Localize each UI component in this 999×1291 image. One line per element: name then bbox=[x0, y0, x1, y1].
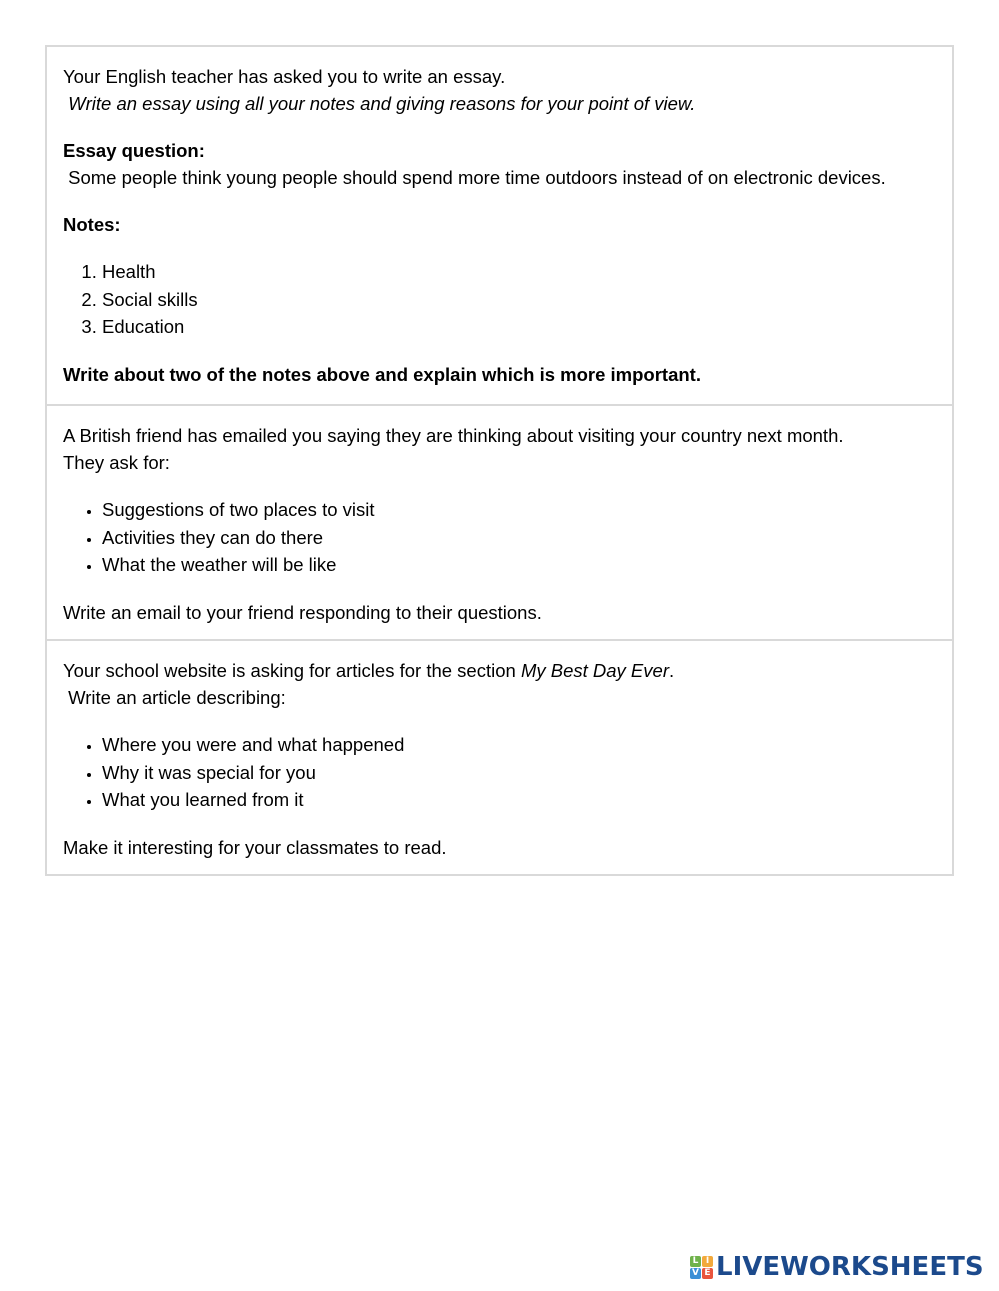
list-item: • What the weather will be like bbox=[102, 551, 936, 579]
bullet-list bbox=[63, 496, 936, 579]
list-item: 2. Social skills bbox=[102, 286, 936, 314]
list-item: • Activities they can do there bbox=[102, 524, 936, 552]
notes-label: Notes: bbox=[63, 214, 121, 235]
list-item: 3. Education bbox=[102, 313, 936, 341]
task-intro: A British friend has emailed you saying they are thinking about visiting your country next month. bbox=[63, 425, 844, 446]
task-instruction: Write an essay using all your notes and giving reasons for your point of view. bbox=[68, 93, 696, 114]
list-item: • Suggestions of two places to visit bbox=[102, 496, 936, 524]
section-title: My Best Day Ever bbox=[520, 660, 669, 681]
task-email bbox=[47, 404, 952, 639]
task-essay bbox=[47, 47, 952, 404]
essay-question: Some people think young people should spend more time outdoors instead of on electronic devices. bbox=[68, 167, 886, 188]
task-closing: Write about two of the notes above and explain which is more important. bbox=[63, 363, 701, 385]
essay-question-label: Essay question: bbox=[63, 140, 205, 161]
list-item: • Where you were and what happened bbox=[102, 731, 936, 759]
task-closing: Make it interesting for your classmates to read. bbox=[63, 836, 447, 858]
logo-text: LIVEWORKSHEETS bbox=[716, 1252, 984, 1282]
list-item: 1. Health bbox=[102, 258, 936, 286]
list-item: • What you learned from it bbox=[102, 786, 936, 814]
task-article bbox=[47, 639, 952, 874]
task-intro-2: They ask for: bbox=[63, 452, 170, 473]
task-intro: Your school website is asking for articles for the section My Best Day Ever. bbox=[63, 660, 675, 681]
task-closing: Write an email to your friend responding to their questions. bbox=[63, 601, 542, 623]
bullet-list bbox=[63, 731, 936, 814]
logo-icon: L I V E bbox=[690, 1256, 713, 1279]
tasks-table bbox=[45, 45, 954, 876]
notes-list bbox=[63, 258, 936, 341]
list-item: • Why it was special for you bbox=[102, 759, 936, 787]
task-intro-2: Write an article describing: bbox=[68, 687, 286, 708]
task-intro: Your English teacher has asked you to write an essay. bbox=[63, 66, 506, 87]
liveworksheets-logo bbox=[690, 1250, 984, 1284]
